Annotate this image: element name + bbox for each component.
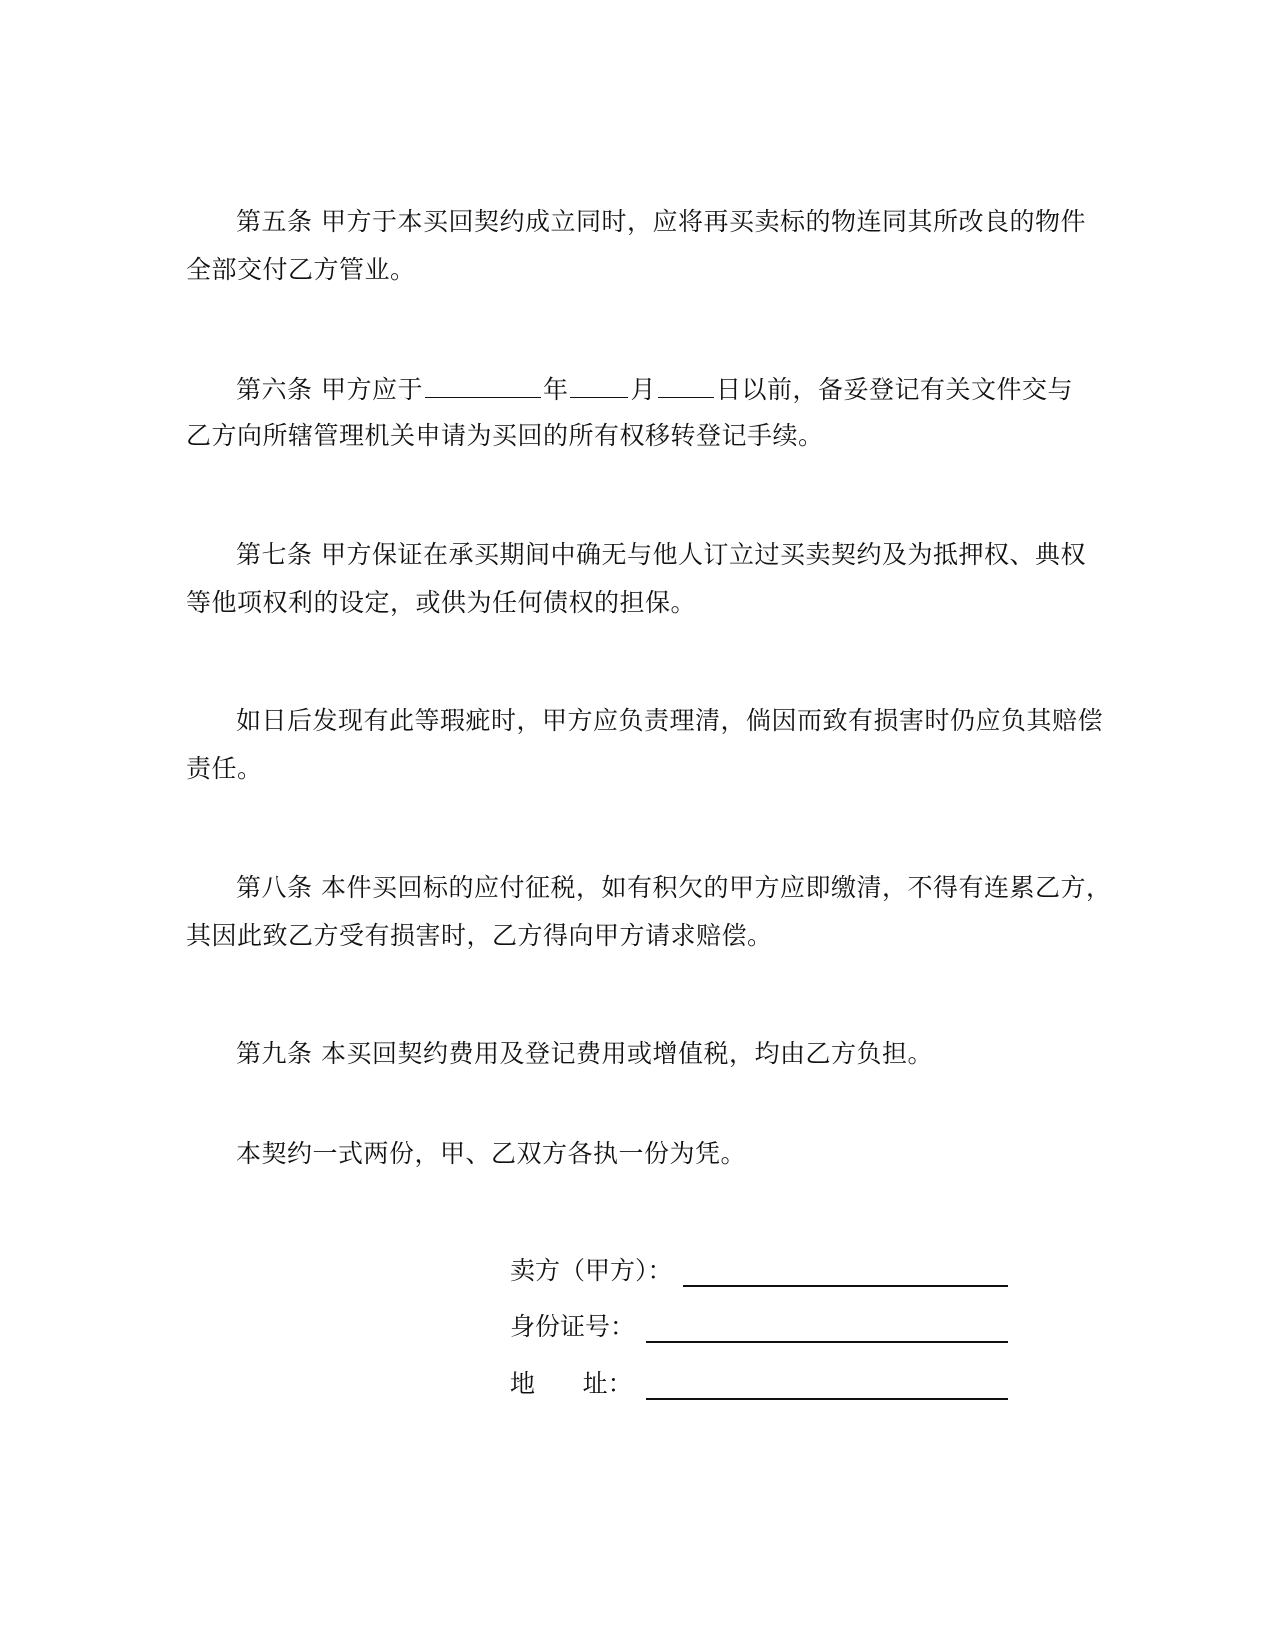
clause-9-line-1: 第九条 本买回契约费用及登记费用或增值税，均由乙方负担。: [236, 1039, 933, 1068]
clause-7b-line-1: 如日后发现有此等瑕疵时，甲方应负责理清，倘因而致有损害时仍应负其赔偿: [236, 706, 1104, 735]
address-line[interactable]: [646, 1398, 1008, 1400]
id-label: 身份证号：: [510, 1312, 636, 1341]
clause-5-line-2: 全部交付乙方管业。: [186, 255, 416, 284]
copies-clause: 本契约一式两份，甲、乙双方各执一份为凭。: [236, 1139, 747, 1168]
seller-signature-line[interactable]: [683, 1285, 1008, 1287]
year-label: 年: [542, 375, 569, 404]
clause-6-prefix: 第六条 甲方应于: [236, 375, 423, 404]
month-label: 月: [630, 375, 656, 404]
year-blank: [425, 373, 541, 398]
clause-6-line-2: 乙方向所辖管理机关申请为买回的所有权移转登记手续。: [186, 421, 824, 450]
address-label: 地 址：: [510, 1369, 633, 1398]
clause-7-line-1: 第七条 甲方保证在承买期间中确无与他人订立过买卖契约及为抵押权、典权: [236, 540, 1086, 569]
id-number-line[interactable]: [646, 1341, 1008, 1343]
address-row: [510, 1369, 633, 1399]
id-row: [510, 1312, 635, 1342]
day-blank: [658, 373, 714, 398]
clause-6-suffix: 日以前，备妥登记有关文件交与: [715, 375, 1073, 404]
clause-8-line-2: 其因此致乙方受有损害时，乙方得向甲方请求赔偿。: [186, 921, 773, 950]
seller-row: [510, 1256, 673, 1286]
seller-label: 卖方（甲方）：: [510, 1256, 673, 1285]
clause-5-line-1: 第五条 甲方于本买回契约成立同时，应将再买卖标的物连同其所改良的物件: [236, 207, 1086, 236]
clause-7b-line-2: 责任。: [186, 754, 263, 783]
clause-6-line-1: [236, 373, 1073, 405]
month-blank: [570, 373, 628, 398]
clause-8-line-1: 第八条 本件买回标的应付征税，如有积欠的甲方应即缴清，不得有连累乙方，: [236, 873, 1112, 902]
clause-7-line-2: 等他项权利的设定，或供为任何债权的担保。: [186, 588, 697, 617]
